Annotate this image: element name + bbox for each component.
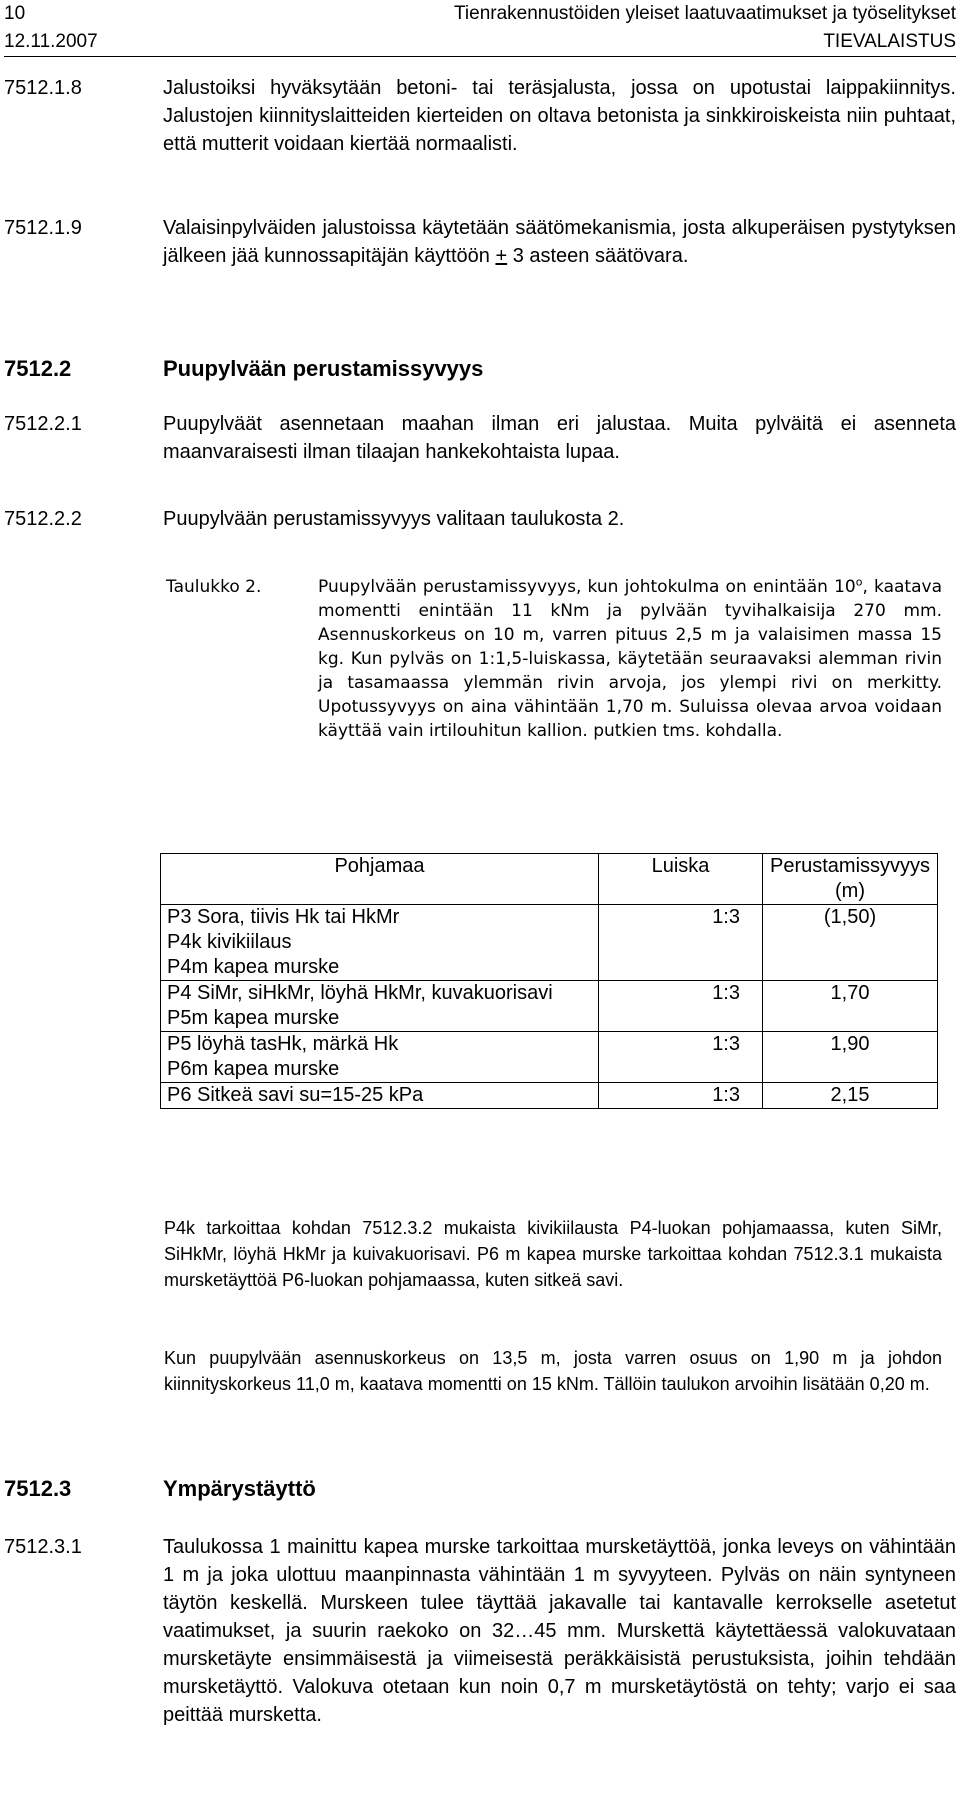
- section-number: 7512.1.8: [4, 77, 82, 99]
- degree-symbol: o: [855, 575, 863, 589]
- section-number: 7512.2: [4, 356, 72, 381]
- section-number: 7512.3: [4, 1476, 72, 1501]
- depth-cell: 2,15: [763, 1083, 938, 1109]
- soil-line: P4 SiMr, siHkMr, löyhä HkMr, kuvakuorisavi: [167, 982, 553, 1004]
- plus-minus-sign: +: [495, 245, 508, 267]
- section-text: Taulukossa 1 mainittu kapea murske tarkoittaa mursketäyttöä, jonka leveys on vähintään 1 m ja joka ulottuu maanpinnasta vähintään 1 m syvyyteen. Pylväs on näin syntyneen täytön keskellä. Murskeen tulee täyttää jakavalle tai kantavalle kerrokselle asetetut vaatimukset, ja suurin raekoko on 32…45 mm. Murskettä käytettäessä valokuvataan mursketäyte ensimmäisestä ja viimeisestä peräkkäisistä perustuksista, joihin tehdään mursketäyttö. Valokuva otetaan kun noin 0,7 m mursketäytöstä on tehty; varjo ei saa peittää mursketta.: [163, 1536, 956, 1726]
- section-number: 7512.3.1: [4, 1536, 82, 1558]
- soil-line: P5m kapea murske: [167, 1007, 340, 1029]
- section-number: 7512.2.1: [4, 413, 82, 435]
- section-title: Ympärystäyttö: [163, 1476, 316, 1501]
- soil-line: P4k kivikiilaus: [167, 931, 292, 953]
- document-title: Tienrakennustöiden yleiset laatuvaatimukset ja työselitykset: [454, 3, 956, 24]
- soil-line: P4m kapea murske: [167, 956, 340, 978]
- section-number: 7512.2.2: [4, 508, 82, 530]
- table-row: [161, 1032, 938, 1083]
- table-caption-label: Taulukko 2.: [166, 577, 262, 597]
- page-header-right: [454, 0, 956, 56]
- header-cell-soil: Pohjamaa: [161, 854, 599, 905]
- soil-cell: [161, 981, 599, 1032]
- depth-cell: 1,90: [763, 1032, 938, 1083]
- section-text: Puupylväät asennetaan maahan ilman eri jalustaa. Muita pylväitä ei asenneta maanvaraisesti ilman tilaajan hankekohtaista lupaa.: [163, 413, 956, 463]
- slope-cell: 1:3: [599, 1032, 763, 1083]
- caption-part: , kaatava momentti enintään 11 kNm ja pylvään tyvihalkaisija 270 mm. Asennuskorkeus on 10 m, varren pituus 2,5 m ja valaisimen massa 15 kg. Kun pylväs on 1:1,5-luiskassa, käytetään seuraavaksi alemman rivin ja tasamaassa ylemmän rivin arvoja, jos ylempi rivi on merkitty. Upotussyvyys on aina vähintään 1,70 m. Suluissa olevaa arvoa voidaan käyttää vain irtilouhitun kallion. putkien tms. kohdalla.: [318, 577, 942, 741]
- section-text: Jalustoiksi hyväksytään betoni- tai teräsjalusta, jossa on upotustai laippakiinnitys. Jalustojen kiinnityslaitteiden kierteiden on oltava betonista ja sinkkiroiskeista niin puhtaat, että mutterit voidaan kiertää normaalisti.: [163, 77, 956, 155]
- page-number: 10: [4, 3, 26, 24]
- header-cell-depth: Perustamissyvyys (m): [763, 854, 938, 905]
- text-part: Valaisinpylväiden jalustoissa käytetään säätömekanismia, josta alkuperäisen pystytyksen jälkeen jää kunnossapitäjän käyttöön: [163, 217, 956, 267]
- soil-cell: [161, 905, 599, 981]
- header-divider: [4, 56, 956, 57]
- document-date: 12.11.2007: [4, 31, 98, 52]
- soil-cell: [161, 1032, 599, 1083]
- page-header-left: [4, 0, 98, 56]
- table-note-2: Kun puupylvään asennuskorkeus on 13,5 m, josta varren osuus on 1,90 m ja johdon kiinnityskorkeus 11,0 m, kaatava momentti on 15 kNm. Tällöin taulukon arvoihin lisätään 0,20 m.: [164, 1348, 942, 1394]
- foundation-depth-table: [160, 853, 938, 1109]
- table-row: [161, 981, 938, 1032]
- section-text: [163, 214, 956, 270]
- section-title: Puupylvään perustamissyvyys: [163, 356, 484, 381]
- table-row: [161, 1083, 938, 1109]
- soil-line: P3 Sora, tiivis Hk tai HkMr: [167, 906, 400, 928]
- table-row: [161, 905, 938, 981]
- soil-line: P5 löyhä tasHk, märkä Hk: [167, 1033, 399, 1055]
- table-caption-text: [318, 575, 942, 743]
- slope-cell: 1:3: [599, 905, 763, 981]
- soil-line: P6m kapea murske: [167, 1058, 340, 1080]
- header-cell-slope: Luiska: [599, 854, 763, 905]
- table-note-1: P4k tarkoittaa kohdan 7512.3.2 mukaista kivikiilausta P4-luokan pohjamaassa, kuten SiMr, SiHkMr, löyhä HkMr ja kuivakuorisavi. P6 m kapea murske tarkoittaa kohdan 7512.3.1 mukaista mursketäyttöä P6-luokan pohjamaassa, kuten sitkeä savi.: [164, 1218, 942, 1290]
- caption-part: Puupylvään perustamissyvyys, kun johtokulma on enintään 10: [318, 577, 856, 597]
- soil-line: P6 Sitkeä savi su=15-25 kPa: [167, 1084, 424, 1106]
- section-text: Puupylvään perustamissyvyys valitaan taulukosta 2.: [163, 508, 625, 530]
- slope-cell: 1:3: [599, 1083, 763, 1109]
- section-number: 7512.1.9: [4, 217, 82, 239]
- depth-cell: 1,70: [763, 981, 938, 1032]
- soil-cell: [161, 1083, 599, 1109]
- document-publisher: TIEVALAISTUS: [823, 31, 956, 52]
- depth-cell: (1,50): [763, 905, 938, 981]
- text-part: 3 asteen säätövara.: [507, 245, 689, 267]
- slope-cell: 1:3: [599, 981, 763, 1032]
- table-header-row: [161, 854, 938, 905]
